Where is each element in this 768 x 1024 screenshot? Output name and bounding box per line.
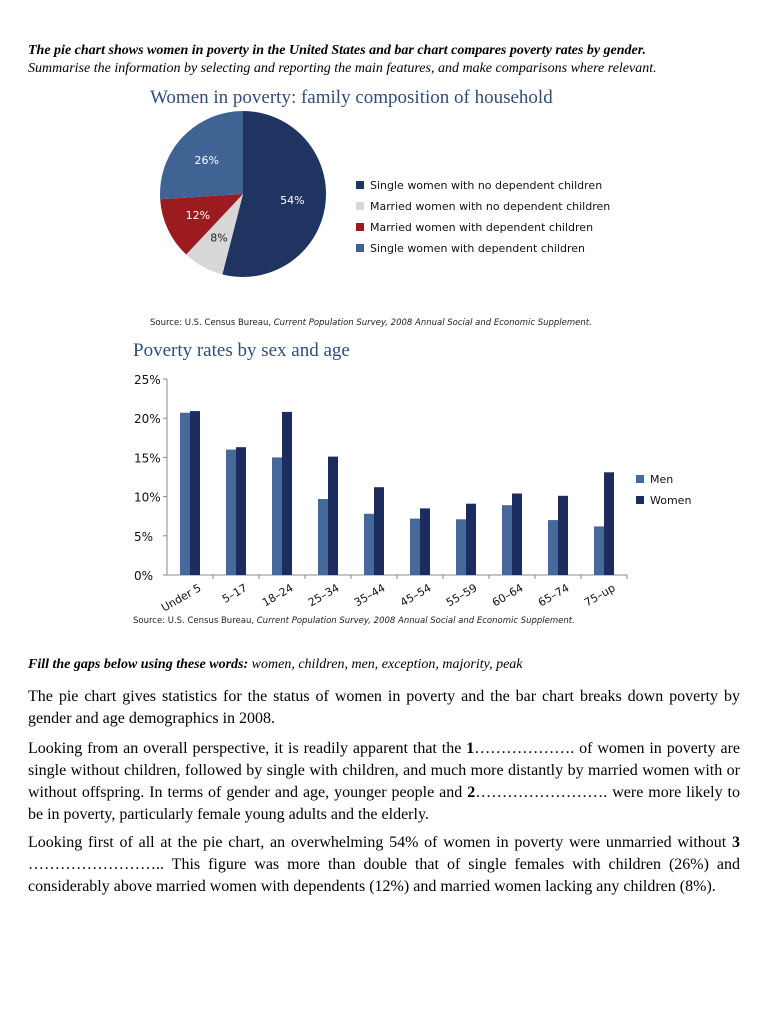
bar-men-45-54: [410, 519, 420, 575]
bar-men-35-44: [364, 514, 374, 575]
bar-women-60-64: [512, 494, 522, 576]
pie-slice-label: 26%: [194, 153, 219, 167]
bar-men-25-34: [318, 499, 328, 575]
bar-x-tick-label: Under 5: [159, 581, 204, 615]
bar-y-tick-label: 25%: [134, 373, 161, 387]
bar-women-35-44: [374, 487, 384, 575]
fill-gaps-label: Fill the gaps below using these words:: [28, 657, 249, 672]
bar-men-60-64: [502, 505, 512, 575]
pie-legend-swatch: [356, 223, 364, 231]
bar-women-55-59: [466, 504, 476, 575]
bar-legend-label: Women: [650, 494, 692, 507]
bar-y-tick-label: 10%: [134, 490, 161, 505]
bar-men-under-5: [180, 413, 190, 575]
pie-source-publication: Current Population Survey, 2008 Annual Social and Economic Supplement.: [273, 318, 592, 328]
paragraph-2-text-a: Looking from an overall perspective, it is readily apparent that the: [28, 740, 467, 757]
bar-source-prefix: Source: U.S. Census Bureau,: [133, 616, 257, 626]
bar-x-tick-label: 75–up: [582, 581, 618, 610]
bar-y-tick-label: 15%: [134, 451, 161, 466]
pie-legend-label: Single women with no dependent children: [370, 179, 603, 192]
task-line-1: The pie chart shows women in poverty in the United States and bar chart compares poverty rates by gender.: [28, 43, 646, 58]
paragraph-3-text-b: …………………….. This figure was more than double that of single females with children (26%) and considerably above married women with dependents (12%) and married women lacking any children (8%).: [28, 856, 740, 895]
bar-men-55-59: [456, 519, 466, 575]
task-instructions: [28, 42, 748, 78]
bar-legend-swatch: [636, 496, 644, 504]
pie-chart-title: Women in poverty: family composition of household: [150, 87, 553, 108]
bar-x-tick-label: 18–24: [259, 581, 296, 610]
bar-y-tick-label: 20%: [134, 412, 161, 427]
paragraph-3: [28, 832, 740, 898]
gap-number-1: 1: [466, 740, 475, 757]
pie-chart: [0, 110, 768, 340]
paragraph-1: The pie chart gives statistics for the status of women in poverty and the bar chart breaks down poverty by gender and age demographics in 2008.: [28, 688, 740, 727]
bar-men-75-up: [594, 526, 604, 575]
gap-number-3: 3: [732, 834, 740, 851]
pie-slice-label: 54%: [280, 194, 305, 208]
bar-women-75-up: [604, 472, 614, 575]
bar-y-tick-label: 0%: [134, 569, 154, 583]
bar-men-5-17: [226, 450, 236, 575]
bar-women-65-74: [558, 496, 568, 575]
pie-legend-swatch: [356, 181, 364, 189]
bar-x-tick-label: 25–34: [305, 581, 342, 610]
pie-legend-label: Married women with no dependent children: [370, 200, 611, 213]
fill-gaps-word-list: women, children, men, exception, majority, peak: [248, 657, 523, 672]
paragraph-2-text-c: ……………………. were more likely to be in poverty, particularly female young adults and the elderly.: [28, 784, 741, 823]
pie-slice-label: 12%: [185, 209, 211, 223]
bar-men-65-74: [548, 520, 558, 575]
pie-source-note: [150, 318, 592, 328]
paragraph-3-text-a: Looking first of all at the pie chart, an overwhelming 54% of women in poverty were unmarried without: [28, 834, 732, 851]
bar-chart-title: Poverty rates by sex and age: [133, 340, 350, 361]
bar-x-tick-label: 55–59: [443, 581, 480, 610]
bar-y-tick-label: 5%: [134, 529, 154, 544]
pie-legend-label: Single women with dependent children: [370, 242, 585, 255]
paragraph-2: [28, 738, 740, 826]
gap-number-2: 2: [467, 784, 476, 801]
bar-source-note: [133, 616, 575, 626]
bar-women-under-5: [190, 411, 200, 575]
bar-legend-label: Men: [650, 473, 674, 486]
task-line-2: Summarise the information by selecting and reporting the main features, and make comparisons where relevant.: [28, 61, 657, 76]
bar-chart: [0, 365, 768, 615]
bar-men-18-24: [272, 457, 282, 575]
bar-women-18-24: [282, 412, 292, 575]
bar-women-25-34: [328, 457, 338, 575]
bar-x-tick-label: 45–54: [397, 581, 434, 610]
pie-source-prefix: Source: U.S. Census Bureau,: [150, 318, 274, 328]
bar-source-publication: Current Population Survey, 2008 Annual Social and Economic Supplement.: [256, 616, 575, 626]
bar-women-45-54: [420, 508, 430, 575]
bar-x-tick-label: 5–17: [220, 581, 250, 606]
paragraph-2-text-b: ………………. of women in poverty are single without children, followed by single with children, and much more distantly by married women with or without offspring. In terms of gender and age, younger people and: [28, 740, 741, 801]
bar-women-5-17: [236, 447, 246, 575]
bar-x-tick-label: 35–44: [351, 581, 388, 610]
pie-legend-swatch: [356, 244, 364, 252]
bar-legend-swatch: [636, 475, 644, 483]
bar-x-tick-label: 65–74: [535, 581, 572, 610]
pie-slice-label: 8%: [210, 231, 228, 245]
fill-gaps-instruction: [28, 657, 523, 673]
pie-legend-swatch: [356, 202, 364, 210]
pie-legend-label: Married women with dependent children: [370, 221, 594, 234]
bar-x-tick-label: 60–64: [489, 581, 526, 610]
